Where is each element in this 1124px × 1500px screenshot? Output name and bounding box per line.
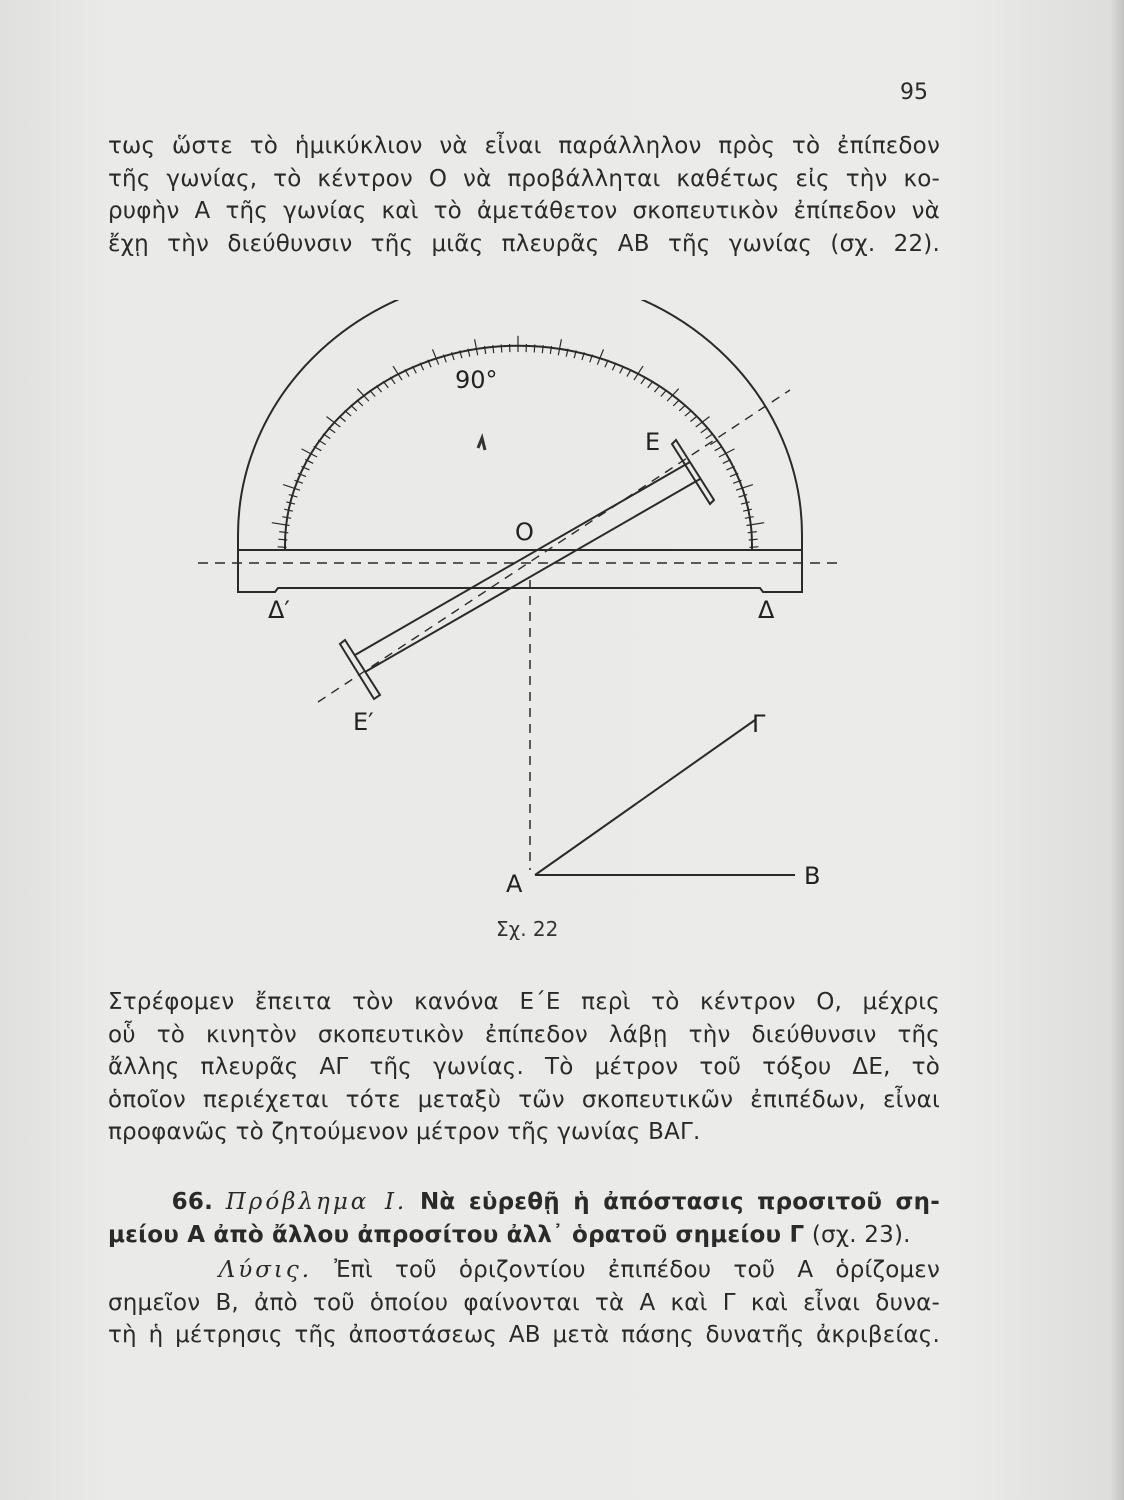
scale-tick xyxy=(706,434,713,439)
figure-caption: Σχ. 22 xyxy=(496,917,559,940)
paragraph-4 xyxy=(108,1254,940,1352)
scale-tick xyxy=(661,390,667,396)
section-title-ref: (σχ. 23). xyxy=(811,1221,911,1248)
page-edge-shadow xyxy=(1110,0,1124,1500)
scale-tick xyxy=(715,446,723,450)
label-E: Ε xyxy=(645,428,661,456)
scale-tick xyxy=(679,405,685,411)
paragraph-1-line-1: τως ὥστε τὸ ἡμικύκλιον νὰ εἶναι παράλληλον πρὸς τὸ ἐπίπεδον xyxy=(108,133,940,159)
scale-tick xyxy=(351,405,357,411)
scale-tick xyxy=(701,428,708,433)
label-O: Ο xyxy=(515,518,534,546)
scale-tick xyxy=(370,390,376,396)
paragraph-4-line-2: σημεῖον Β, ἀπὸ τοῦ ὁποίου φαίνονται τὰ Α καὶ Γ καὶ εἶναι δυνα- xyxy=(108,1289,940,1316)
scale-tick xyxy=(323,434,330,439)
label-A: Α xyxy=(506,870,523,898)
scale-tick xyxy=(747,523,765,526)
scale-tick xyxy=(558,339,561,355)
paragraph-4-line-1 xyxy=(108,1254,940,1287)
stray-mark xyxy=(478,438,485,450)
paragraph-1-line-3: ρυφὴν Α τῆς γωνίας καὶ τὸ ἀμετάθετον σκοπευτικὸν ἐπίπεδον νὰ xyxy=(108,198,940,224)
section-66-line-2 xyxy=(108,1219,940,1252)
solution-lead: Λύσις. xyxy=(218,1257,313,1283)
protractor-inner-arc xyxy=(285,346,752,545)
scale-tick xyxy=(376,386,381,393)
scale-tick xyxy=(745,517,754,519)
label-delta-prime: Δ′ xyxy=(268,596,290,624)
section-66-line-1 xyxy=(108,1186,940,1219)
scale-ticks xyxy=(272,336,764,548)
paragraph-2-line-3: ἄλλης πλευρᾶς ΑΓ τῆς γωνίας. Τὸ μέτρον τοῦ τόξου ΔΕ, τὸ xyxy=(108,1054,940,1080)
paragraph-2-line-2: οὗ τὸ κινητὸν σκοπευτικὸν ἐπίπεδον λάβῃ τὴν διεύθυνσιν τῆς xyxy=(108,1021,940,1048)
scale-tick xyxy=(357,400,363,406)
section-title-line-1: Νὰ εὑρεθῇ ἡ ἀπόστασις προσιτοῦ ση- xyxy=(419,1189,940,1215)
scale-tick xyxy=(383,381,388,388)
scale-tick xyxy=(641,377,646,384)
section-heading-word: Πρόβλημα Ι. xyxy=(225,1189,408,1215)
page-number: 95 xyxy=(900,80,928,105)
section-title-line-2: μείου Α ἀπὸ ἄλλου ἀπροσίτου ἀλλ᾽ ὁρατοῦ σημείου Γ xyxy=(108,1221,805,1248)
paragraph-4-line-3: τὴ ἡ μέτρησις τῆς ἀποστάσεως ΑΒ μετὰ πάσης δυνατῆς ἀκριβείας. xyxy=(108,1322,940,1348)
scale-tick xyxy=(749,547,758,548)
scale-tick xyxy=(282,517,291,519)
figure-22 xyxy=(190,300,850,940)
paragraph-1-line-4: ἔχῃ τὴν διεύθυνσιν τῆς μιᾶς πλευρᾶς ΑΒ τῆς γωνίας (σχ. 22). xyxy=(108,230,940,257)
scale-tick xyxy=(534,344,535,352)
paragraph-2-line-5: προφανῶς τὸ ζητούμενον μέτρον τῆς γωνίας ΒΑΓ. xyxy=(108,1119,701,1145)
angle-label-90: 90° xyxy=(455,366,498,394)
scale-tick xyxy=(278,539,287,540)
scale-tick xyxy=(283,485,300,491)
scale-tick xyxy=(654,386,659,393)
paragraph-2-line-4: ὁποῖον περιέχεται τότε μεταξὺ τῶν σκοπευτικῶν ἐπιπέδων, εἶναι xyxy=(108,1086,940,1113)
scale-tick xyxy=(736,485,753,491)
section-66-heading xyxy=(108,1186,940,1251)
scale-tick xyxy=(749,539,758,540)
paragraph-4-text-1: Ἐπὶ τοῦ ὁριζοντίου ἐπιπέδου τοῦ Α ὁρίζομεν xyxy=(334,1257,940,1283)
scale-tick xyxy=(648,381,653,388)
scale-tick xyxy=(279,532,288,533)
label-G: Γ xyxy=(752,710,766,738)
protractor-outer-arc xyxy=(238,300,802,535)
scale-tick xyxy=(748,532,757,533)
paragraph-2-line-1: Στρέφομεν ἔπειτα τὸν κανόνα Ε΄Ε περὶ τὸ κέντρον Ο, μέχρις xyxy=(108,989,940,1015)
sight-line xyxy=(318,390,790,702)
side-AG xyxy=(535,720,755,875)
section-number: 66. xyxy=(171,1189,214,1215)
scale-tick xyxy=(345,411,352,417)
paragraph-2 xyxy=(108,986,940,1149)
scale-tick xyxy=(685,411,692,417)
label-E-prime: Ε′ xyxy=(353,708,374,736)
scale-tick xyxy=(741,502,750,504)
paragraph-1 xyxy=(108,130,940,260)
sighting-rule xyxy=(340,440,714,699)
scale-tick xyxy=(673,400,679,406)
label-delta: Δ xyxy=(758,596,775,624)
protractor-diagram xyxy=(190,300,850,940)
scale-tick xyxy=(339,416,346,421)
scale-tick xyxy=(475,339,478,355)
scale-tick xyxy=(328,428,335,433)
scale-tick xyxy=(278,547,287,548)
scale-tick xyxy=(501,344,502,352)
scale-tick xyxy=(690,416,697,421)
label-B: Β xyxy=(804,862,821,890)
paragraph-1-line-2: τῆς γωνίας, τὸ κέντρον Ο νὰ προβάλληται καθέτως εἰς τὴν κο- xyxy=(108,165,940,192)
